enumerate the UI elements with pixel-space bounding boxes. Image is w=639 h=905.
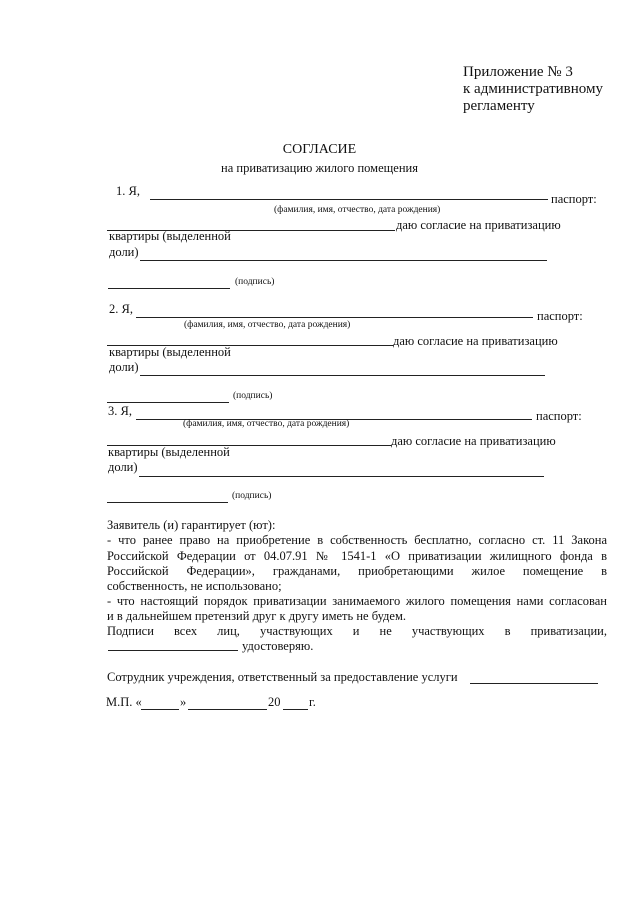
appendix-line-2: к административному bbox=[463, 81, 603, 97]
person-3-consent-text: даю согласие на приватизацию bbox=[391, 434, 556, 448]
date-month-line[interactable] bbox=[188, 709, 267, 710]
document-subtitle: на приватизацию жилого помещения bbox=[221, 161, 418, 175]
guarantee-p1-line-3: Российской Федерации», гражданами, приобретающими жилое помещение в bbox=[107, 564, 607, 578]
person-2-apartment-label: квартиры (выделенной bbox=[109, 345, 231, 359]
person-1-apartment-label: квартиры (выделенной bbox=[109, 229, 231, 243]
person-2-consent-text: даю согласие на приватизацию bbox=[393, 334, 558, 348]
person-2-passport-label: паспорт: bbox=[537, 309, 583, 323]
person-2-fio-caption: (фамилия, имя, отчество, дата рождения) bbox=[184, 320, 351, 330]
person-3-signature-caption: (подпись) bbox=[232, 491, 272, 501]
person-2-signature-caption: (подпись) bbox=[233, 391, 273, 401]
guarantee-p1-line-1: - что ранее право на приобретение в собственность бесплатно, согласно ст. 11 Закона bbox=[107, 533, 607, 547]
person-1-consent-text: даю согласие на приватизацию bbox=[396, 218, 561, 232]
person-3-signature-line[interactable] bbox=[107, 502, 228, 503]
person-3-share-label: доли) bbox=[108, 460, 138, 474]
person-3-fio-caption: (фамилия, имя, отчество, дата рождения) bbox=[183, 419, 350, 429]
person-3-passport-label: паспорт: bbox=[536, 409, 582, 423]
stamp-close-quote: » bbox=[180, 695, 187, 709]
person-3-prefix: 3. Я, bbox=[108, 404, 132, 418]
person-3-share-line[interactable] bbox=[139, 476, 544, 477]
stamp-year-prefix: 20 bbox=[268, 695, 281, 709]
guarantee-heading: Заявитель (и) гарантирует (ют): bbox=[107, 518, 276, 532]
guarantee-p2-line-1: - что настоящий порядок приватизации занимаемого жилого помещения нами согласован bbox=[107, 594, 607, 608]
stamp-mp-label: М.П. « bbox=[106, 695, 142, 709]
appendix-header bbox=[463, 64, 603, 115]
person-1-signature-line[interactable] bbox=[108, 288, 230, 289]
date-day-line[interactable] bbox=[141, 709, 179, 710]
person-1-fio-line[interactable] bbox=[150, 199, 548, 200]
certifier-signature-line[interactable] bbox=[108, 650, 238, 651]
appendix-line-1: Приложение № 3 bbox=[463, 64, 573, 80]
stamp-year-suffix: г. bbox=[309, 695, 316, 709]
person-2-signature-line[interactable] bbox=[107, 402, 229, 403]
person-2-share-label: доли) bbox=[109, 360, 139, 374]
signatures-statement: Подписи всех лиц, участвующих и не участвующих в приватизации, bbox=[107, 624, 607, 638]
certify-text: удостоверяю. bbox=[242, 639, 314, 653]
guarantee-p2-line-2: и в дальнейшем претензий друг к другу иметь не будем. bbox=[107, 609, 406, 623]
person-3-apartment-label: квартиры (выделенной bbox=[108, 445, 230, 459]
person-2-share-line[interactable] bbox=[140, 375, 545, 376]
person-1-share-label: доли) bbox=[109, 245, 139, 259]
appendix-line-3: регламенту bbox=[463, 98, 535, 114]
person-1-signature-caption: (подпись) bbox=[235, 277, 275, 287]
person-2-prefix: 2. Я, bbox=[109, 302, 133, 316]
guarantee-p1-line-2: Российской Федерации от 04.07.91 № 1541-1 «О приватизации жилищного фонда в bbox=[107, 549, 607, 563]
person-2-fio-line[interactable] bbox=[136, 317, 533, 318]
person-1-prefix: 1. Я, bbox=[116, 184, 140, 198]
employee-label: Сотрудник учреждения, ответственный за предоставление услуги bbox=[107, 670, 458, 684]
document-title: СОГЛАСИЕ bbox=[282, 142, 357, 157]
person-1-share-line[interactable] bbox=[140, 260, 547, 261]
employee-signature-line[interactable] bbox=[470, 683, 598, 684]
person-1-passport-label: паспорт: bbox=[551, 192, 597, 206]
date-year-line[interactable] bbox=[283, 709, 308, 710]
person-1-fio-caption: (фамилия, имя, отчество, дата рождения) bbox=[274, 205, 441, 215]
guarantee-p1-line-4: собственность, не использовано; bbox=[107, 579, 282, 593]
